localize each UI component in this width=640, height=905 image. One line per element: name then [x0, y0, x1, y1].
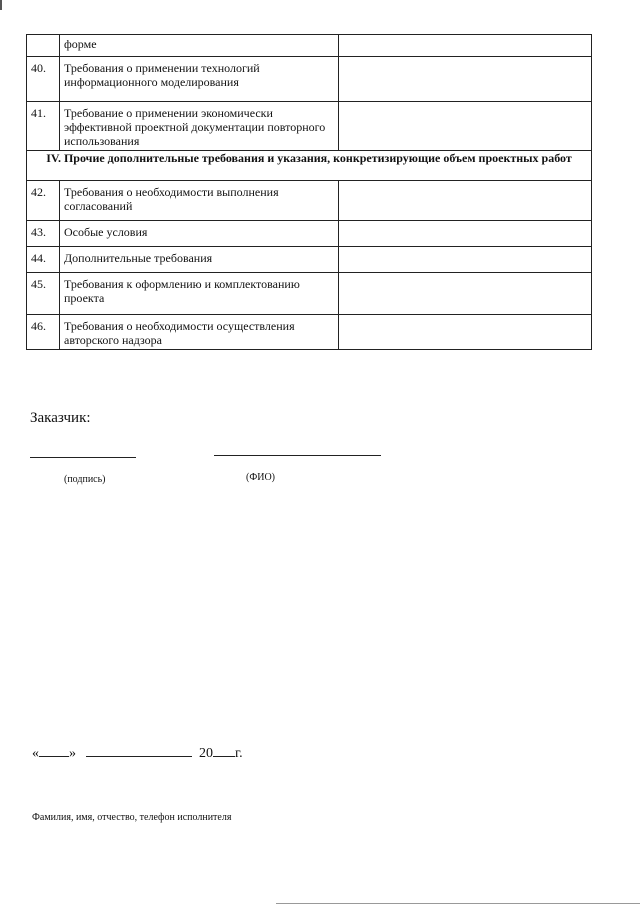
signature-line — [30, 457, 136, 458]
table-row — [27, 181, 592, 221]
row-text: Требования к оформлению и комплектованию проекта — [60, 273, 339, 315]
fio-line — [214, 455, 381, 456]
table-row — [27, 315, 592, 350]
row-value — [339, 35, 592, 57]
row-value — [339, 102, 592, 151]
row-value — [339, 247, 592, 273]
table-row — [27, 247, 592, 273]
row-number: 43. — [27, 221, 60, 247]
scan-bottom-line — [276, 903, 640, 904]
year-blank — [213, 744, 235, 757]
year-suffix: г. — [235, 746, 243, 761]
requirements-table — [26, 34, 592, 350]
section-title: IV. Прочие дополнительные требования и указания, конкретизирующие объем проектных работ — [27, 151, 592, 181]
table-row — [27, 102, 592, 151]
year-prefix: 20 — [199, 746, 213, 761]
row-number: 40. — [27, 57, 60, 102]
row-value — [339, 315, 592, 350]
row-text: Требования о необходимости выполнения согласований — [60, 181, 339, 221]
row-text: Требования о необходимости осуществления авторского надзора — [60, 315, 339, 350]
table-row — [27, 57, 592, 102]
row-text: Дополнительные требования — [60, 247, 339, 273]
row-number: 41. — [27, 102, 60, 151]
row-number: 45. — [27, 273, 60, 315]
date-open-quote: « — [32, 746, 39, 761]
row-number: 42. — [27, 181, 60, 221]
row-number: 44. — [27, 247, 60, 273]
row-value — [339, 57, 592, 102]
table-row — [27, 35, 592, 57]
date-close-quote: » — [69, 746, 76, 761]
row-text: Особые условия — [60, 221, 339, 247]
row-value — [339, 181, 592, 221]
row-value — [339, 221, 592, 247]
row-text: форме — [60, 35, 339, 57]
signature-caption: (подпись) — [64, 474, 106, 485]
row-text: Требование о применении экономически эффективной проектной документации повторного использования — [60, 102, 339, 151]
row-number — [27, 35, 60, 57]
row-number: 46. — [27, 315, 60, 350]
customer-label: Заказчик: — [30, 410, 91, 426]
table-row — [27, 221, 592, 247]
day-blank — [39, 744, 69, 757]
table-row — [27, 273, 592, 315]
fio-caption: (ФИО) — [246, 472, 276, 483]
section-row — [27, 151, 592, 181]
executor-footer: Фамилия, имя, отчество, телефон исполнителя — [32, 812, 232, 823]
date-line — [32, 744, 243, 762]
scan-edge-mark — [0, 0, 2, 10]
row-value — [339, 273, 592, 315]
row-text: Требования о применении технологий информационного моделирования — [60, 57, 339, 102]
month-blank — [86, 744, 192, 757]
